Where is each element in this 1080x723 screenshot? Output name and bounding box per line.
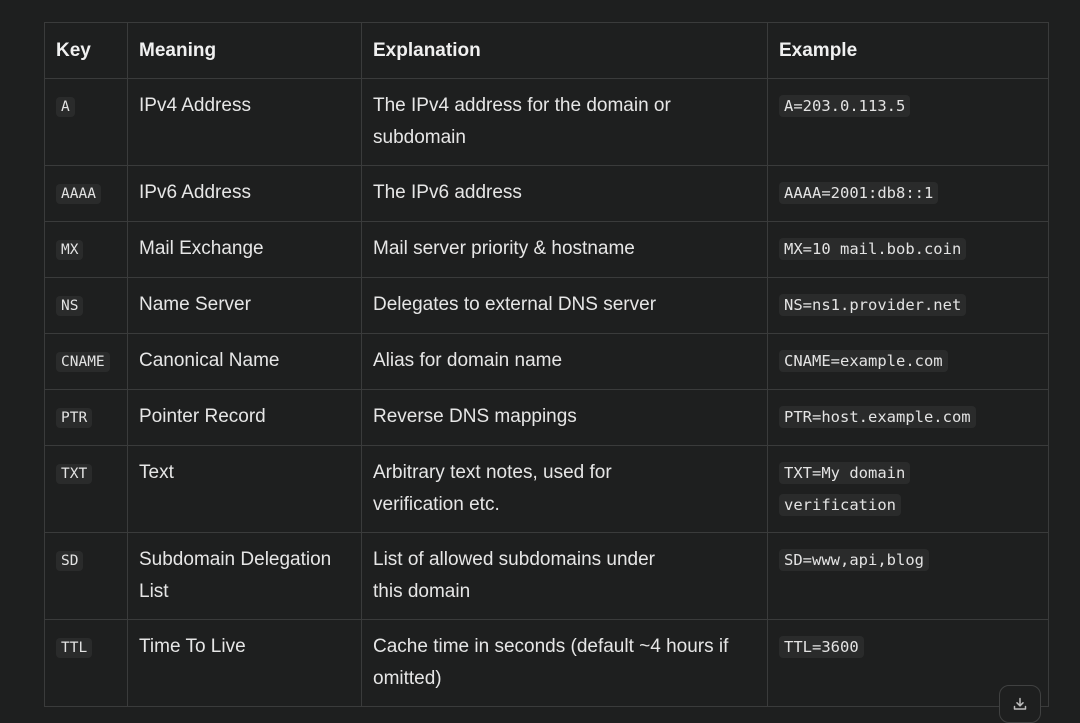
example-cell — [768, 79, 1049, 166]
key-cell — [45, 278, 128, 334]
key-code: NS — [56, 296, 83, 316]
dns-record-table-container — [44, 22, 1048, 707]
key-code: AAAA — [56, 184, 101, 204]
meaning-cell: Subdomain Delegation List — [128, 533, 362, 620]
explanation-text: Cache time in seconds (default ~4 hours if omitted) — [373, 636, 729, 689]
example-cell — [768, 166, 1049, 222]
explanation-cell: Mail server priority & hostname — [362, 222, 768, 278]
header-explanation: Explanation — [362, 23, 768, 79]
key-code: MX — [56, 240, 83, 260]
example-code: SD=www,api,blog — [779, 549, 929, 571]
key-code: A — [56, 97, 75, 117]
dns-record-table — [44, 22, 1049, 707]
example-cell — [768, 334, 1049, 390]
key-code: PTR — [56, 408, 92, 428]
key-code: TXT — [56, 464, 92, 484]
explanation-cell: Delegates to external DNS server — [362, 278, 768, 334]
example-code: A=203.0.113.5 — [779, 95, 910, 117]
explanation-cell — [362, 533, 768, 620]
example-cell — [768, 222, 1049, 278]
table-row — [45, 620, 1049, 707]
table-row — [45, 334, 1049, 390]
meaning-cell: Canonical Name — [128, 334, 362, 390]
explanation-cell — [362, 620, 768, 707]
download-button[interactable] — [999, 685, 1041, 723]
header-meaning: Meaning — [128, 23, 362, 79]
explanation-cell: Reverse DNS mappings — [362, 390, 768, 446]
example-code: PTR=host.example.com — [779, 406, 976, 428]
explanation-text: Arbitrary text notes, used for verification etc. — [373, 462, 612, 515]
example-cell — [768, 533, 1049, 620]
table-row — [45, 278, 1049, 334]
key-cell — [45, 222, 128, 278]
explanation-cell: The IPv6 address — [362, 166, 768, 222]
explanation-text: List of allowed subdomains under this domain — [373, 549, 656, 602]
explanation-cell — [362, 446, 768, 533]
meaning-cell: IPv6 Address — [128, 166, 362, 222]
meaning-cell: Pointer Record — [128, 390, 362, 446]
explanation-cell: Alias for domain name — [362, 334, 768, 390]
header-key: Key — [45, 23, 128, 79]
table-row — [45, 390, 1049, 446]
meaning-cell: Mail Exchange — [128, 222, 362, 278]
explanation-cell — [362, 79, 768, 166]
meaning-cell: Time To Live — [128, 620, 362, 707]
example-code: NS=ns1.provider.net — [779, 294, 966, 316]
table-header-row — [45, 23, 1049, 79]
example-cell — [768, 446, 1049, 533]
example-cell — [768, 278, 1049, 334]
example-code: CNAME=example.com — [779, 350, 948, 372]
example-cell — [768, 390, 1049, 446]
meaning-cell: Name Server — [128, 278, 362, 334]
key-cell — [45, 166, 128, 222]
key-cell — [45, 620, 128, 707]
table-row — [45, 166, 1049, 222]
key-cell — [45, 390, 128, 446]
table-row — [45, 446, 1049, 533]
key-cell — [45, 533, 128, 620]
meaning-cell: Text — [128, 446, 362, 533]
key-code: TTL — [56, 638, 92, 658]
header-example: Example — [768, 23, 1049, 79]
key-cell — [45, 334, 128, 390]
key-code: SD — [56, 551, 83, 571]
key-cell — [45, 79, 128, 166]
table-row — [45, 533, 1049, 620]
meaning-cell: IPv4 Address — [128, 79, 362, 166]
key-cell — [45, 446, 128, 533]
table-row — [45, 222, 1049, 278]
example-code: TTL=3600 — [779, 636, 864, 658]
download-icon — [1012, 696, 1028, 712]
example-code: TXT=My domain verification — [779, 462, 910, 516]
table-row — [45, 79, 1049, 166]
example-code: AAAA=2001:db8::1 — [779, 182, 938, 204]
key-code: CNAME — [56, 352, 110, 372]
example-code: MX=10 mail.bob.coin — [779, 238, 966, 260]
explanation-text: The IPv4 address for the domain or subdomain — [373, 95, 671, 148]
